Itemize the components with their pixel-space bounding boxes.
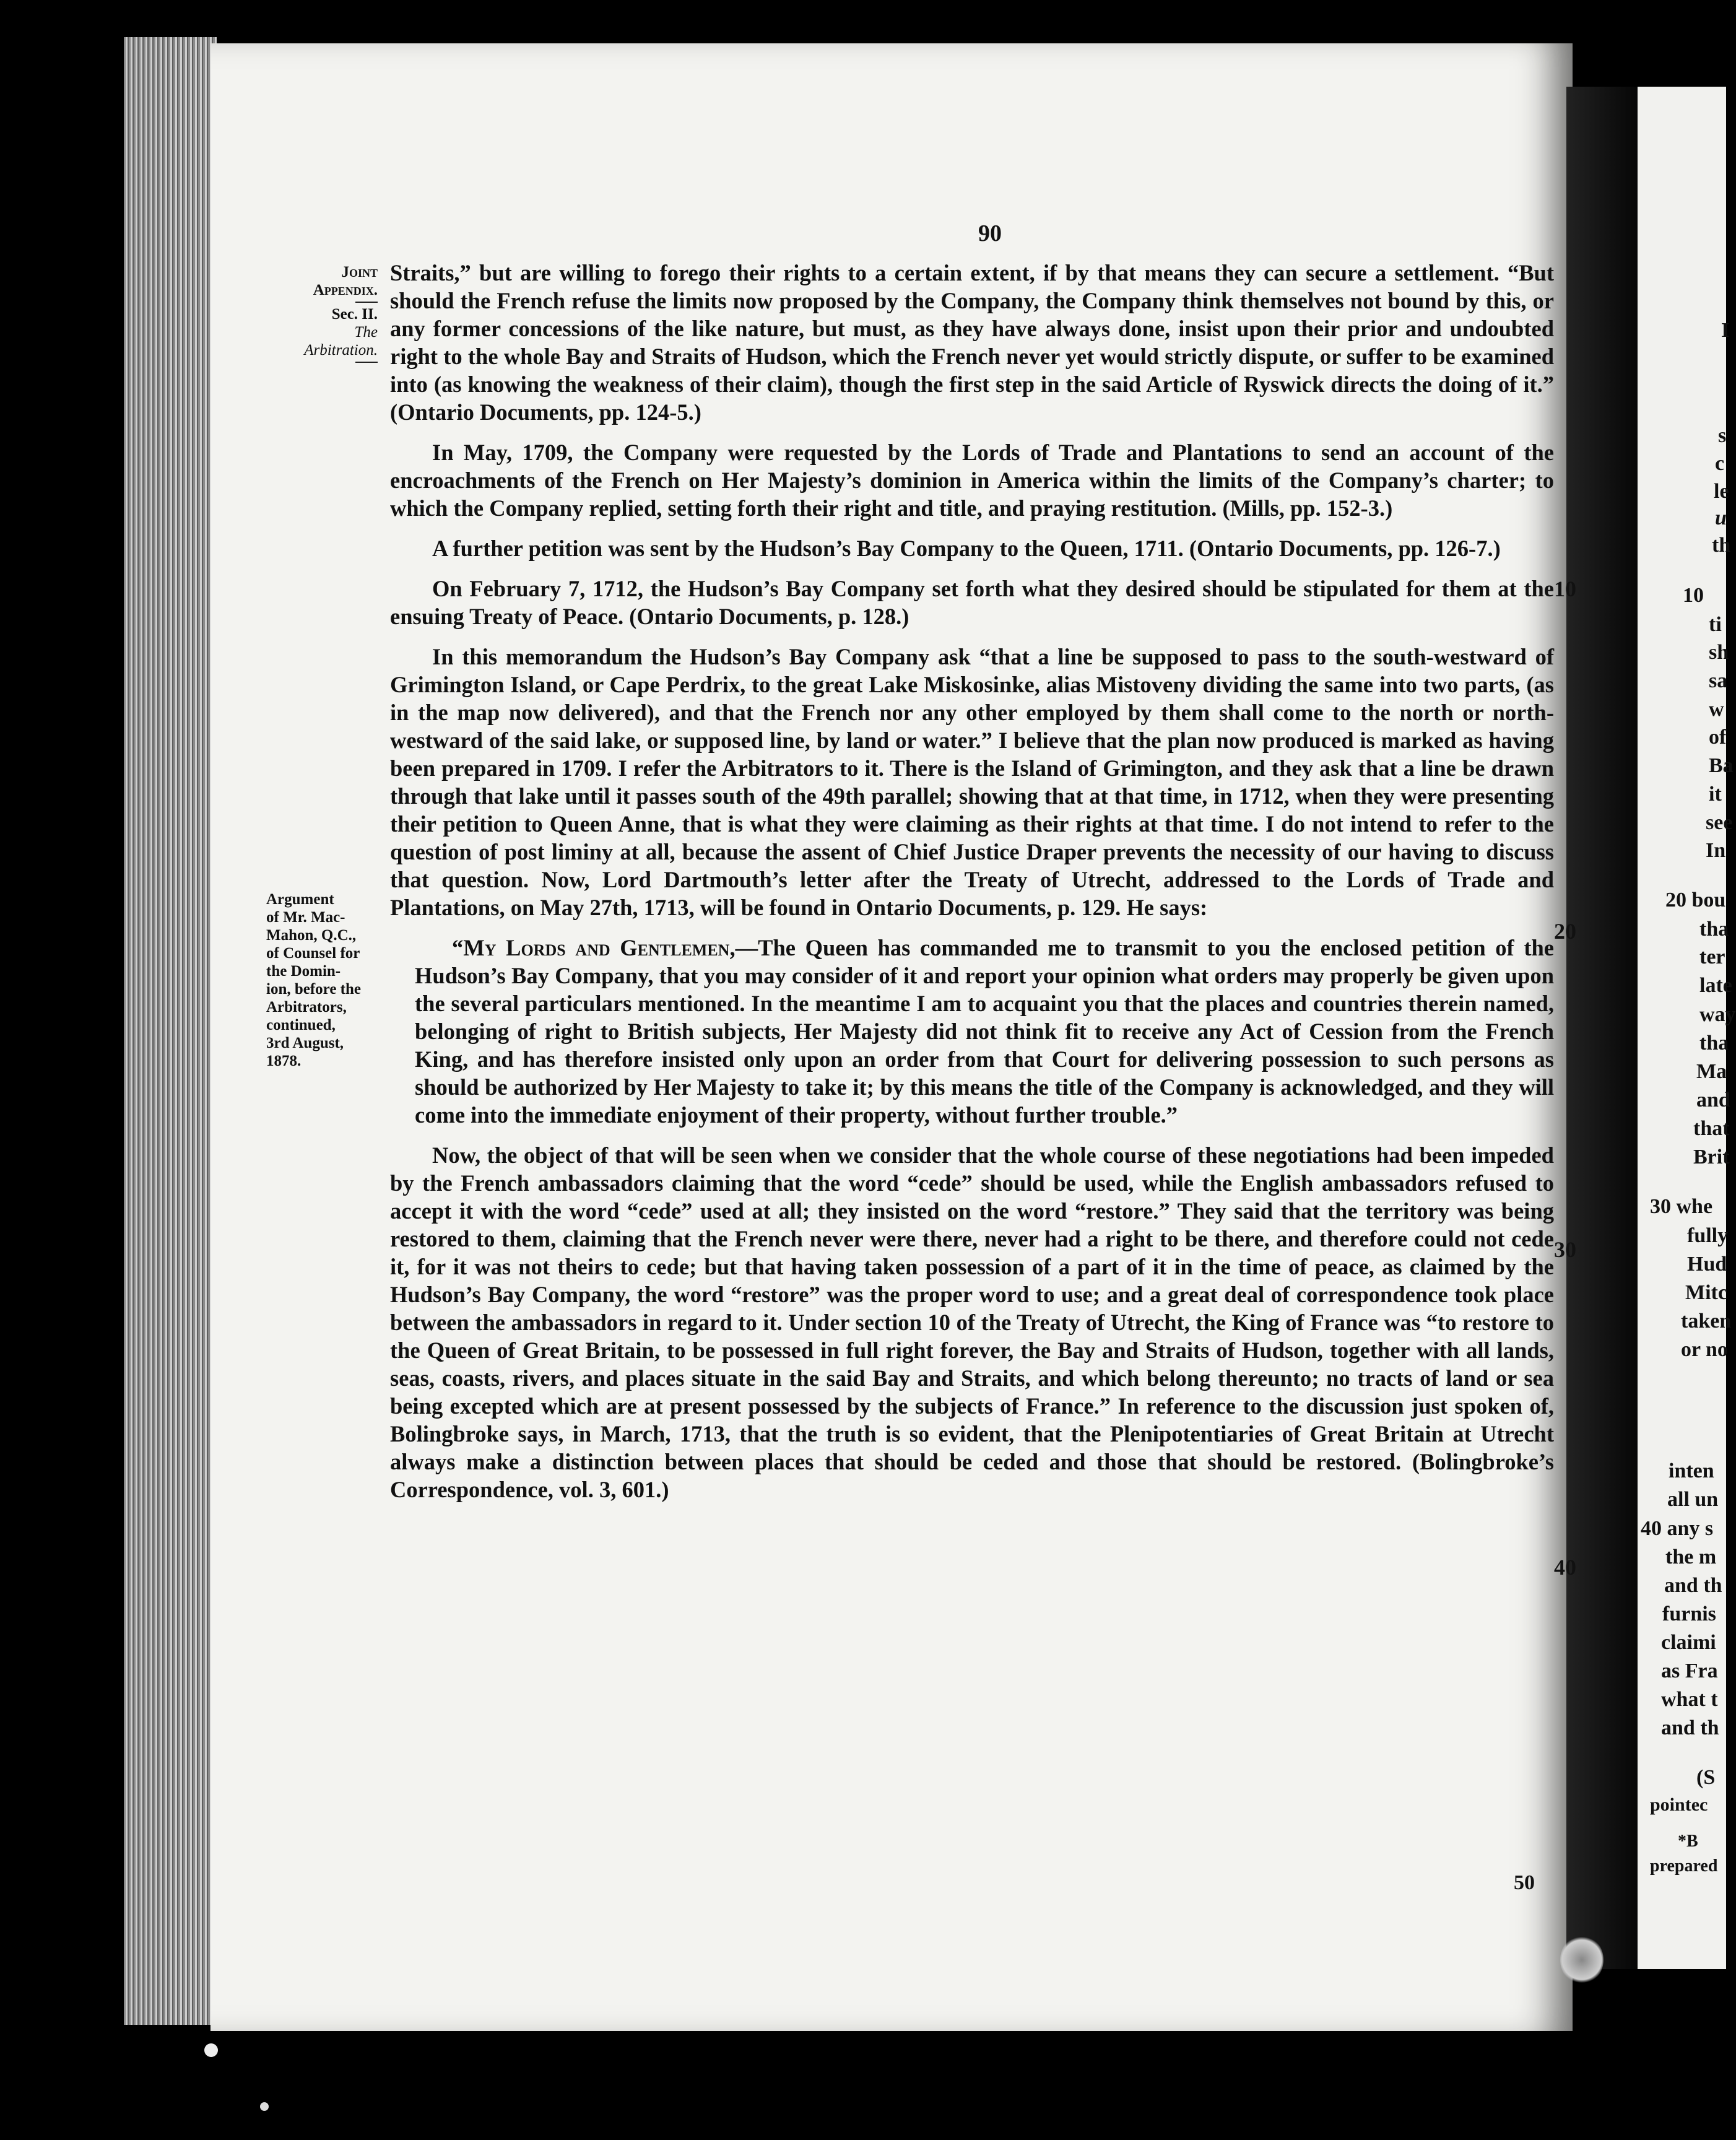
facing-page-text: as Fra	[1661, 1659, 1718, 1682]
divider	[355, 362, 378, 363]
facing-page-text: and th	[1661, 1716, 1719, 1739]
facing-page-text: pointec	[1650, 1794, 1708, 1815]
facing-page-text: th	[1712, 534, 1731, 557]
margin-note-line: the Domin-	[266, 963, 341, 980]
facing-page-text: prepared	[1650, 1856, 1718, 1876]
facing-page-text: Ma	[1696, 1060, 1727, 1083]
facing-page-text: all un	[1667, 1488, 1719, 1511]
facing-page-text: 40 any s	[1641, 1517, 1714, 1540]
facing-page-text: claimi	[1661, 1631, 1716, 1654]
facing-page-text: Brit	[1693, 1146, 1730, 1168]
margin-note-line: The	[354, 324, 378, 341]
letter-salutation: “My Lords and Gentlemen,	[452, 935, 736, 960]
facing-page-text: that	[1693, 1117, 1730, 1140]
facing-page-text: ter	[1699, 946, 1725, 968]
page-stain	[1560, 1935, 1604, 1985]
facing-page	[1638, 87, 1729, 1969]
margin-note-line: of Mr. Mac-	[266, 909, 345, 926]
facing-page-text: it	[1709, 783, 1722, 806]
facing-page-text: sa	[1709, 669, 1728, 692]
facing-page-text: Mitc	[1685, 1281, 1727, 1304]
margin-note-line: continued,	[266, 1017, 336, 1033]
facing-page-text: inten	[1669, 1459, 1714, 1482]
facing-page-text: or no	[1681, 1338, 1728, 1361]
paragraph: A further petition was sent by the Hudson’s Bay Company to the Queen, 1711. (Ontario Documents, pp. 126-7.)	[432, 536, 1501, 561]
facing-page-text: 20 bou	[1665, 889, 1726, 911]
facing-page-text: fully	[1687, 1224, 1729, 1247]
line-number: 30	[1554, 1237, 1576, 1262]
dust-speck	[204, 2043, 218, 2057]
facing-page-text: Hud	[1687, 1253, 1727, 1276]
facing-page-text: tha	[1699, 918, 1729, 941]
facing-page-text: way	[1699, 1003, 1736, 1026]
page-number: 90	[978, 220, 1002, 246]
margin-note-line: Mahon, Q.C.,	[266, 927, 357, 944]
facing-page-text: (S	[1696, 1766, 1716, 1789]
facing-page-text: ti	[1709, 613, 1722, 636]
facing-page-text: c	[1715, 452, 1725, 475]
facing-page-text: and	[1696, 1089, 1730, 1111]
margin-note-line: Appendix.	[313, 282, 378, 298]
line-number: 40	[1554, 1555, 1576, 1580]
facing-page-text: the m	[1665, 1546, 1717, 1568]
letter-body: —The Queen has commanded me to transmit to you the enclosed petition of the Hudson’s Bay Company, that you may consider of it and report your opinion what orders may properly be given upon the several particulars mentioned. In the meantime I am to acquaint you that the places and countries therein named, belonging of right to British subjects, Her Majesty did not think fit to receive any Act of Cession from the French King, and has therefore insisted only upon an order from that Court for delivering possession to such persons as should be authorized by Her Majesty to take it; by this means the title of the Company is acknowledged, and they will come into the immediate enjoyment of their property, without further trouble.”	[415, 935, 1554, 1128]
margin-note-line: Joint	[341, 264, 378, 281]
facing-page-text: taken	[1681, 1310, 1732, 1333]
margin-note-line: Arbitrators,	[266, 999, 347, 1016]
line-number: 20	[1554, 919, 1576, 944]
facing-page-text: w	[1709, 698, 1724, 721]
margin-note-section	[294, 263, 378, 365]
paragraph: In this memorandum the Hudson’s Bay Company ask “that a line be supposed to pass to the south-westward of Grimington Island, or Cape Perdrix, to the great Lake Miskosinke, alias Mistoveny dividing the same into two parts, (as in the map now delivered), and that the French nor any other employed by them shall come to the north or north-westward of the said lake, or supposed line, by land or water.” I believe that the plan now produced is marked as having been prepared in 1709. I refer the Arbitrators to it. There is the Island of Grimington, and they ask that a line be drawn through that lake until it passes south of the 49th parallel; showing that at that time, in 1712, when they were presenting their petition to Queen Anne, that is what they were claiming as their rights at that time. I do not intend to refer to the question of post liminy at all, because the assent of Chief Justice Draper prevents the necessity of our having to discuss that question. Now, Lord Dartmouth’s letter after the Treaty of Utrecht, addressed to the Lords of Trade and Plantations, on May 27th, 1713, will be found in Ontario Documents, p. 129. He says:	[390, 644, 1554, 920]
facing-page-text: I	[1721, 319, 1730, 342]
divider	[355, 302, 378, 303]
facing-page-text: *B	[1678, 1832, 1698, 1851]
facing-page-text: tha	[1699, 1032, 1729, 1055]
facing-page-text: sh	[1709, 641, 1729, 664]
facing-page-text: late	[1699, 974, 1732, 997]
margin-note-argument	[266, 890, 399, 1070]
dust-speck	[260, 2102, 269, 2111]
line-number: 10	[1554, 576, 1576, 601]
facing-page-text: and th	[1664, 1574, 1722, 1597]
paragraph: Now, the object of that will be seen when we consider that the whole course of these negotiations had been impeded by the French ambassadors claiming that the word “cede” should be used, while the English ambassadors refused to accept it with the word “cede” used at all; they insisted on the word “restore.” They said that the territory was being restored to them, claiming that the French never were there, never had a right to be there, and therefore could not cede it, for it was not theirs to cede; but that having taken possession of a part of it in the time of peace, as claimed by the Hudson’s Bay Company, the word “restore” was the proper word to use; and a great deal of correspondence took place between the ambassadors in regard to it. Under section 10 of the Treaty of Utrecht, the King of France was “to restore to the Queen of Great Britain, to be possessed in full right forever, the Bay and Straits of Hudson, together with all lands, seas, coasts, rivers, and places situate in the said Bay and Straits, and which belong thereunto; no tracts of land or sea being excepted which are at present possessed by the subjects of France.” In reference to the discussion just spoken of, Bolingbroke says, in March, 1713, that the truth is so evident, that the Plenipotentiaries of Great Britain at Utrecht always make a distinction between places that should be ceded and those that should be restored. (Bolingbroke’s Correspondence, vol. 3, 601.)	[390, 1142, 1554, 1502]
margin-note-line: Arbitration.	[304, 342, 378, 359]
facing-page-text: 10	[1683, 584, 1704, 607]
paragraph: On February 7, 1712, the Hudson’s Bay Company set forth what they desired should be stipulated for them at the ensuing Treaty of Peace. (Ontario Documents, p. 128.)	[390, 576, 1554, 629]
margin-note-line: 3rd August,	[266, 1035, 344, 1051]
body-text	[390, 259, 1554, 1516]
facing-page-text: furnis	[1662, 1603, 1716, 1625]
book-gutter	[1566, 87, 1641, 1969]
margin-note-line: Argument	[266, 891, 334, 908]
facing-page-text: le	[1714, 480, 1729, 503]
facing-page-text: of	[1709, 726, 1727, 749]
facing-page-text: 30 whe	[1650, 1195, 1713, 1218]
book-page-edge	[124, 37, 217, 2025]
facing-page-text: see	[1706, 811, 1733, 834]
margin-note-line: of Counsel for	[266, 945, 360, 962]
facing-page-text: In	[1706, 839, 1726, 862]
paragraph: In May, 1709, the Company were requested by the Lords of Trade and Plantations to send an account of the encroachments of the French on Her Majesty’s dominion in America within the limits of the Company’s charter; to which the Company replied, setting forth their right and title, and praying restitution. (Mills, pp. 152-3.)	[390, 440, 1554, 521]
paragraph: Straits,” but are willing to forego their rights to a certain extent, if by that means they can secure a settlement. “But should the French refuse the limits now proposed by the Company, the Company think themselves not bound by this, or any former concessions of the like nature, but must, as they have always done, insist upon their prior and undoubted right to the whole Bay and Straits of Hudson, which the French never yet would strictly dispute, or suffer to be examined into (as knowing the weakness of their claim), though the first step in the said Article of Ryswick directs the doing of it.” (Ontario Documents, pp. 124-5.)	[390, 260, 1554, 425]
facing-page-text: u	[1715, 507, 1727, 529]
margin-note-line: Sec. II.	[331, 306, 378, 323]
facing-page-text: s	[1718, 424, 1727, 447]
quoted-letter	[415, 934, 1554, 1129]
margin-note-line: 1878.	[266, 1053, 302, 1069]
facing-page-text: what t	[1661, 1688, 1718, 1711]
facing-page-text: Ba	[1709, 754, 1734, 777]
page-signature-mark: 50	[1514, 1871, 1535, 1894]
margin-note-line: ion, before the	[266, 981, 361, 998]
